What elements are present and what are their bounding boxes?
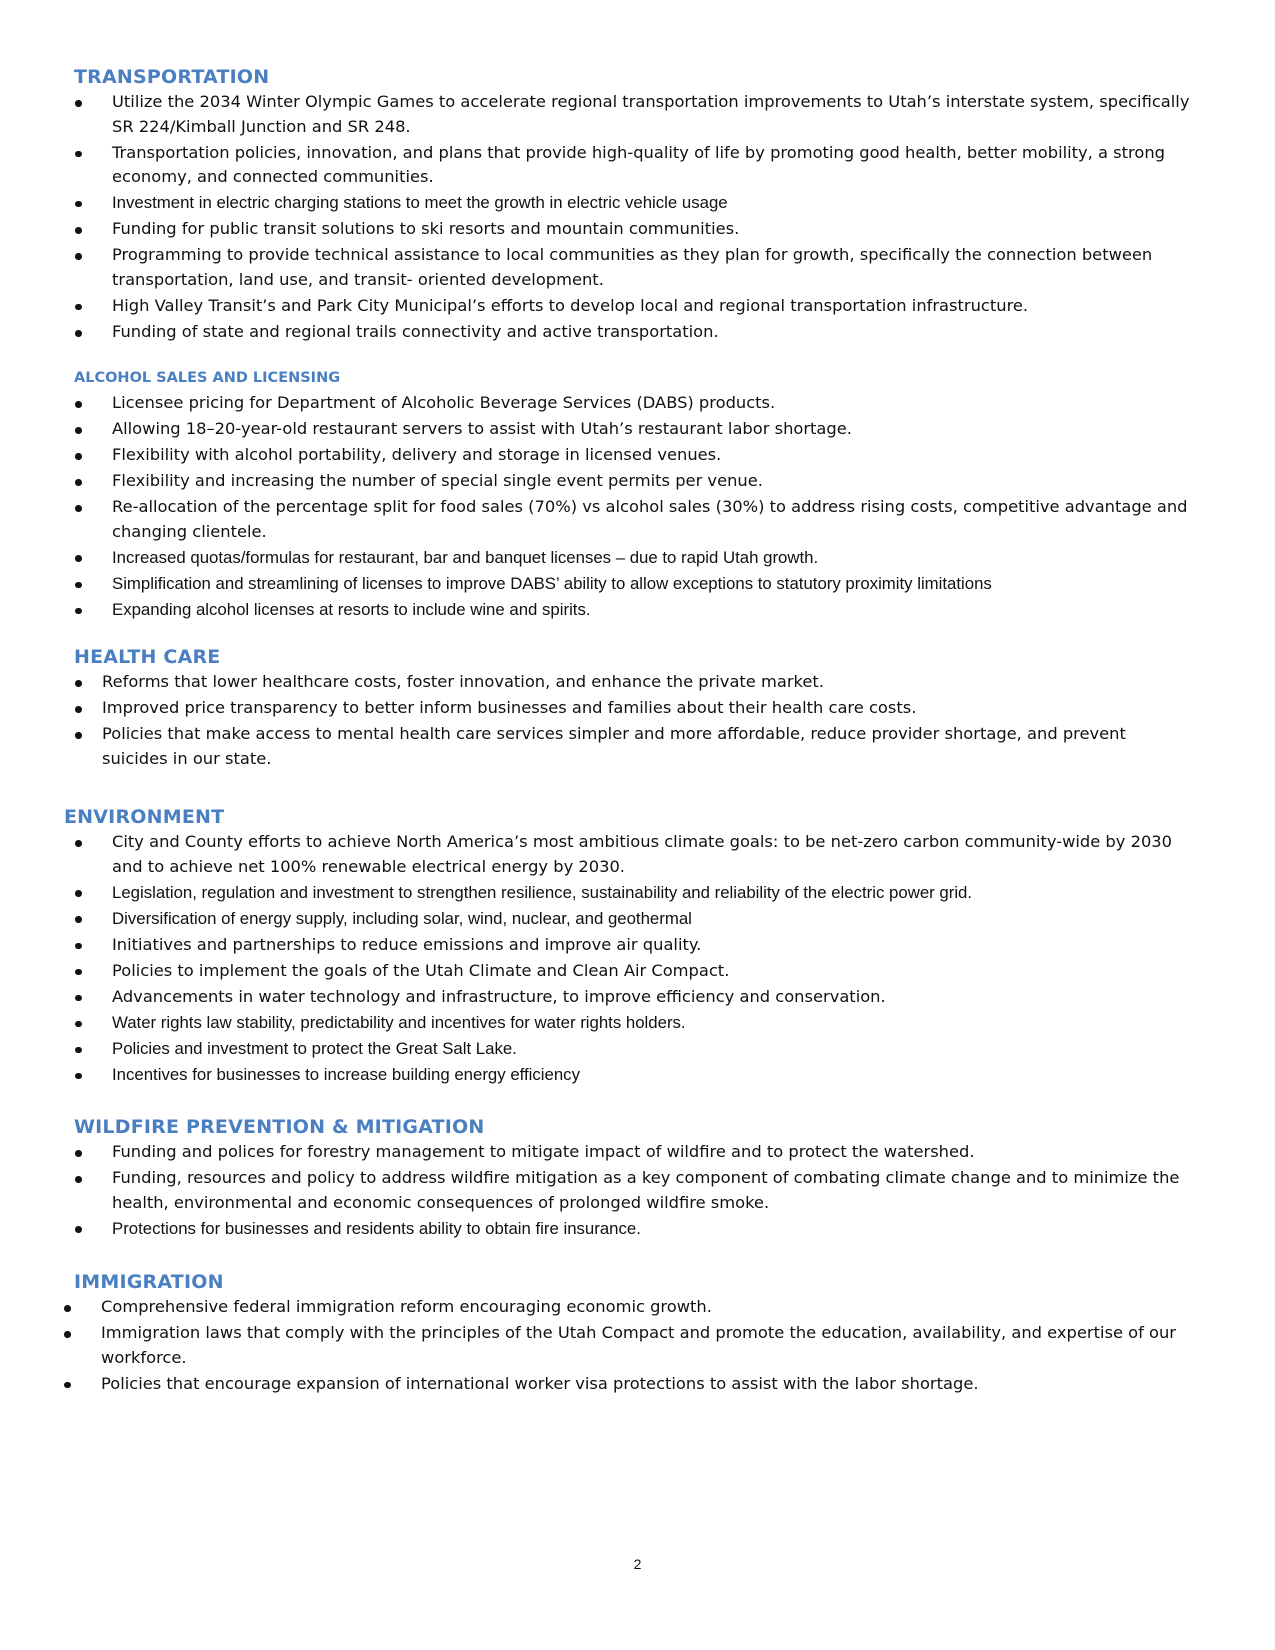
list-item: Initiatives and partnerships to reduce emissions and improve air quality. (0, 933, 1275, 958)
section-heading: ALCOHOL SALES AND LICENSING (74, 370, 341, 386)
bullet-list (0, 670, 1275, 771)
list-item: Simplification and streamlining of licenses to improve DABS’ ability to allow exceptions to statutory proximity limitations (0, 572, 1275, 597)
bullet-list (0, 830, 1275, 1088)
section-immigration (0, 1269, 1275, 1398)
list-item: City and County efforts to achieve North America’s most ambitious climate goals: to be net-zero carbon community-wide by 2030 and to achieve net 100% renewable electrical energy by 2030. (0, 830, 1275, 879)
list-item: Funding, resources and policy to address wildfire mitigation as a key component of combating climate change and to minimize the health, environmental and economic consequences of prolonged wildfire smoke. (0, 1166, 1275, 1215)
list-item: Legislation, regulation and investment to strengthen resilience, sustainability and reliability of the electric power grid. (0, 881, 1275, 906)
list-item: Re-allocation of the percentage split for food sales (70%) vs alcohol sales (30%) to address rising costs, competitive advantage and changing clientele. (0, 495, 1275, 544)
list-item: Policies that make access to mental health care services simpler and more affordable, reduce provider shortage, and prevent suicides in our state. (0, 722, 1275, 771)
list-item: Allowing 18–20-year-old restaurant servers to assist with Utah’s restaurant labor shortage. (0, 417, 1275, 442)
bullet-list (0, 1295, 1275, 1396)
section-heading: WILDFIRE PREVENTION & MITIGATION (74, 1116, 485, 1138)
list-item: Protections for businesses and residents ability to obtain fire insurance. (0, 1217, 1275, 1242)
section-transportation (0, 64, 1275, 346)
list-item: Policies and investment to protect the Great Salt Lake. (0, 1037, 1275, 1062)
list-item: Incentives for businesses to increase building energy efficiency (0, 1063, 1275, 1088)
section-environment (0, 804, 1275, 1089)
list-item: Diversification of energy supply, including solar, wind, nuclear, and geothermal (0, 907, 1275, 932)
list-item: Utilize the 2034 Winter Olympic Games to accelerate regional transportation improvements to Utah’s interstate system, specifically SR 224/Kimball Junction and SR 248. (0, 90, 1275, 139)
bullet-list (0, 90, 1275, 345)
list-item: Advancements in water technology and infrastructure, to improve efficiency and conservation. (0, 985, 1275, 1010)
section-heading: TRANSPORTATION (74, 66, 270, 88)
list-item: Improved price transparency to better inform businesses and families about their health care costs. (0, 696, 1275, 721)
page-number: 2 (633, 1556, 642, 1572)
bullet-list (0, 391, 1275, 623)
bullet-list (0, 1140, 1275, 1241)
section-heading: IMMIGRATION (74, 1271, 224, 1293)
list-item: Transportation policies, innovation, and plans that provide high-quality of life by promoting good health, better mobility, a strong economy, and connected communities. (0, 141, 1275, 190)
list-item: Reforms that lower healthcare costs, foster innovation, and enhance the private market. (0, 670, 1275, 695)
list-item: Investment in electric charging stations to meet the growth in electric vehicle usage (0, 191, 1275, 216)
list-item: Flexibility and increasing the number of special single event permits per venue. (0, 469, 1275, 494)
section-alcohol-sales-and-licensing (0, 368, 1275, 624)
list-item: Funding and polices for forestry management to mitigate impact of wildfire and to protect the watershed. (0, 1140, 1275, 1165)
list-item: Flexibility with alcohol portability, delivery and storage in licensed venues. (0, 443, 1275, 468)
list-item: Funding of state and regional trails connectivity and active transportation. (0, 320, 1275, 345)
list-item: Policies that encourage expansion of international worker visa protections to assist with the labor shortage. (0, 1372, 1275, 1397)
list-item: High Valley Transit’s and Park City Municipal’s efforts to develop local and regional transportation infrastructure. (0, 294, 1275, 319)
list-item: Comprehensive federal immigration reform encouraging economic growth. (0, 1295, 1275, 1320)
section-wildfire-prevention (0, 1114, 1275, 1243)
list-item: Immigration laws that comply with the principles of the Utah Compact and promote the education, availability, and expertise of our workforce. (0, 1321, 1275, 1370)
list-item: Licensee pricing for Department of Alcoholic Beverage Services (DABS) products. (0, 391, 1275, 416)
list-item: Programming to provide technical assistance to local communities as they plan for growth, specifically the connection between transportation, land use, and transit- oriented development. (0, 243, 1275, 292)
list-item: Water rights law stability, predictability and incentives for water rights holders. (0, 1011, 1275, 1036)
list-item: Funding for public transit solutions to ski resorts and mountain communities. (0, 217, 1275, 242)
list-item: Increased quotas/formulas for restaurant, bar and banquet licenses – due to rapid Utah growth. (0, 546, 1275, 571)
section-heading: ENVIRONMENT (64, 806, 225, 828)
list-item: Expanding alcohol licenses at resorts to include wine and spirits. (0, 598, 1275, 623)
section-heading: HEALTH CARE (74, 646, 221, 668)
section-health-care (0, 644, 1275, 773)
list-item: Policies to implement the goals of the Utah Climate and Clean Air Compact. (0, 959, 1275, 984)
